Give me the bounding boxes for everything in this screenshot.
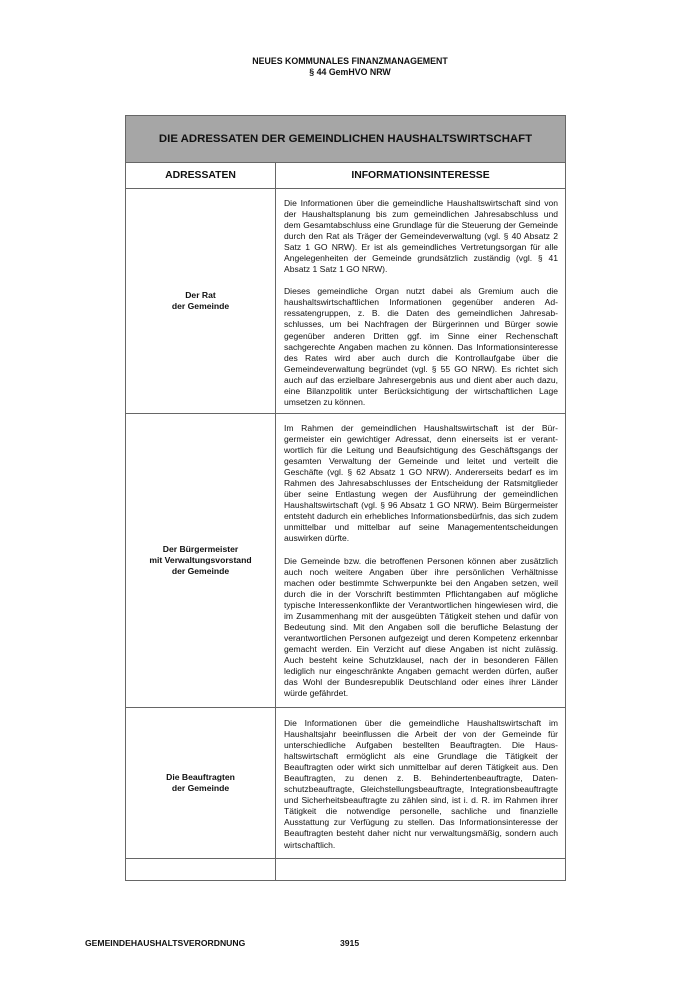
header-title: NEUES KOMMUNALES FINANZMANAGEMENT	[252, 56, 448, 66]
row-divider	[126, 858, 565, 859]
header-section: § 44 GemHVO NRW	[309, 67, 391, 77]
addressee-name: Der Bürgermeister	[162, 544, 239, 554]
interest-cell	[284, 198, 558, 408]
interest-paragraph: Die Gemeinde bzw. die betroffenen Personen können aber zusätzlich auch noch weitere Angaben über ihre persönlichen Verhältnisse machen oder bestimmte Schwerpunkte bei den Angaben setzen, weil durch die in der Vorschrift bestimmten Pflichtangaben auf mögliche typische Interessenkonflikte der Verantwortlichen hingewiesen wird, die im Zusammenhang mit der ausgeübten Tätigkeit stehen und dafür von Bedeutung sind. Mit den Angaben soll die berufliche Belastung der verantwortlichen Personen aufgezeigt und deren Kompetenz erkennbar gemacht werden. Ein Verzicht auf diese Angaben ist nicht zulässig. Auch besteht keine Schutzklausel, nach der in besonderen Fällen lediglich nur eingeschränkte Angaben gemacht werden dürfen, außer das Wohl der Bundesrepublik Deutschland oder eines ihrer Länder würde gefährdet.	[284, 555, 558, 699]
addressee-name: der Gemeinde	[171, 783, 230, 793]
page-header	[0, 56, 700, 78]
column-header-addressees: ADRESSATEN	[165, 170, 236, 181]
addressee-name: der Gemeinde	[171, 301, 230, 311]
footer-title: GEMEINDEHAUSHALTSVERORDNUNG	[85, 938, 246, 948]
addressee-name: mit Verwaltungsvorstand	[149, 555, 252, 565]
interest-paragraph: Im Rahmen der gemeindlichen Haushaltswirtschaft ist der Bürgermeister ein gewichtiger Adressat, denn einerseits ist er verantwortlich für die Leitung und Beaufsichtigung des Geschäftsgangs der gesamten Verwaltung der Gemeinde und leitet und verteilt die Geschäfte (vgl. § 62 Absatz 1 GO NRW). Andererseits bedarf es im Rahmen des Jahresabschlusses der Entscheidung der Ratsmitglieder über seine Entlastung wegen der Ausführung der gemeindlichen Haushaltswirtschaft (vgl. § 96 Absatz 1 GO NRW). Beim Bürgermeister entsteht dadurch ein erhebliches Informationsbedürfnis, das sich zudem unmittelbar und mittelbar auf seine Managemententscheidungen auswirken dürfte.	[284, 423, 558, 544]
interest-cell	[284, 423, 558, 699]
page-number: 3915	[340, 938, 360, 948]
interest-paragraph: Die Informationen über die gemeindliche Haushaltswirtschaft im Haushaltsjahr beeinflussen die Arbeit der von der Gemeinde für unterschiedliche Aufgaben bestellten Beauftragten. Die Haushaltswirtschaft ermöglicht als eine Grundlage die Tätigkeit der Beauftragten oder wirkt sich unmittelbar auf deren Tätigkeit aus. Den Beauftragten, zu denen z. B. Behindertenbeauftragte, Datenschutzbeauftragte, Gleichstellungsbeauftragte, Integrationsbeauftragte und Sicherheitsbeauftragte zu zählen sind, ist i. d. R. im Rahmen ihrer Tätigkeit die notwendige personelle, sachliche und finanzielle Ausstattung zur Verfügung zu stellen. Das Informationsinteresse der Beauftragten besteht daher nicht nur verwaltungsmäßig, sondern auch wirtschaftlich.	[284, 718, 558, 850]
addressee-cell	[126, 414, 275, 707]
interest-paragraph: Dieses gemeindliche Organ nutzt dabei als Gremium auch die haushaltswirtschaftlichen Informationen gegenüber anderen Adressatengruppen, z. B. die Daten des gemeindlichen Jahresabschlusses, um bei Nachfragen der Bürgerinnen und Bürger sowie gegenüber anderen Dritten ggf. im Sinne einer Rechenschaft sachgerechte Angaben machen zu können. Das Informationsinteresse des Rates wird aber auch durch die Kontrollaufgabe über die Gemeindeverwaltung begründet (vgl. § 55 GO NRW). Es richtet sich auch auf das erzielbare Jahresergebnis aus und dient aber auch dazu, eine Bilanzpolitik unter Berücksichtigung der wirtschaftlichen Lage umsetzen zu können.	[284, 286, 558, 407]
column-divider	[275, 162, 276, 880]
addressee-name: Der Rat	[185, 290, 216, 300]
interest-paragraph: Die Informationen über die gemeindliche Haushaltswirtschaft sind von der Haushaltsplanung bis zum gemeindlichen Jahresabschluss und dem Gesamtabschluss eine Grundlage für die Steuerung der Gemeinde durch den Rat als Träger der Gemeindeverwaltung (vgl. § 40 Absatz 2 Satz 1 GO NRW). Er ist als gemeindliches Vertretungsorgan für alle Angelegenheiten der Gemeinde grundsätzlich zuständig (vgl. § 41 Absatz 1 Satz 1 GO NRW).	[284, 198, 558, 275]
interest-cell	[284, 718, 558, 851]
addressee-name: Die Beauftragten	[166, 772, 235, 782]
addressees-table	[125, 115, 566, 881]
table-title: DIE ADRESSATEN DER GEMEINDLICHEN HAUSHALTSWIRTSCHAFT	[126, 116, 565, 163]
addressee-name: der Gemeinde	[171, 566, 230, 576]
column-header-interest: INFORMATIONSINTERESSE	[351, 170, 490, 181]
addressee-cell	[126, 708, 275, 858]
addressee-cell	[126, 189, 275, 413]
